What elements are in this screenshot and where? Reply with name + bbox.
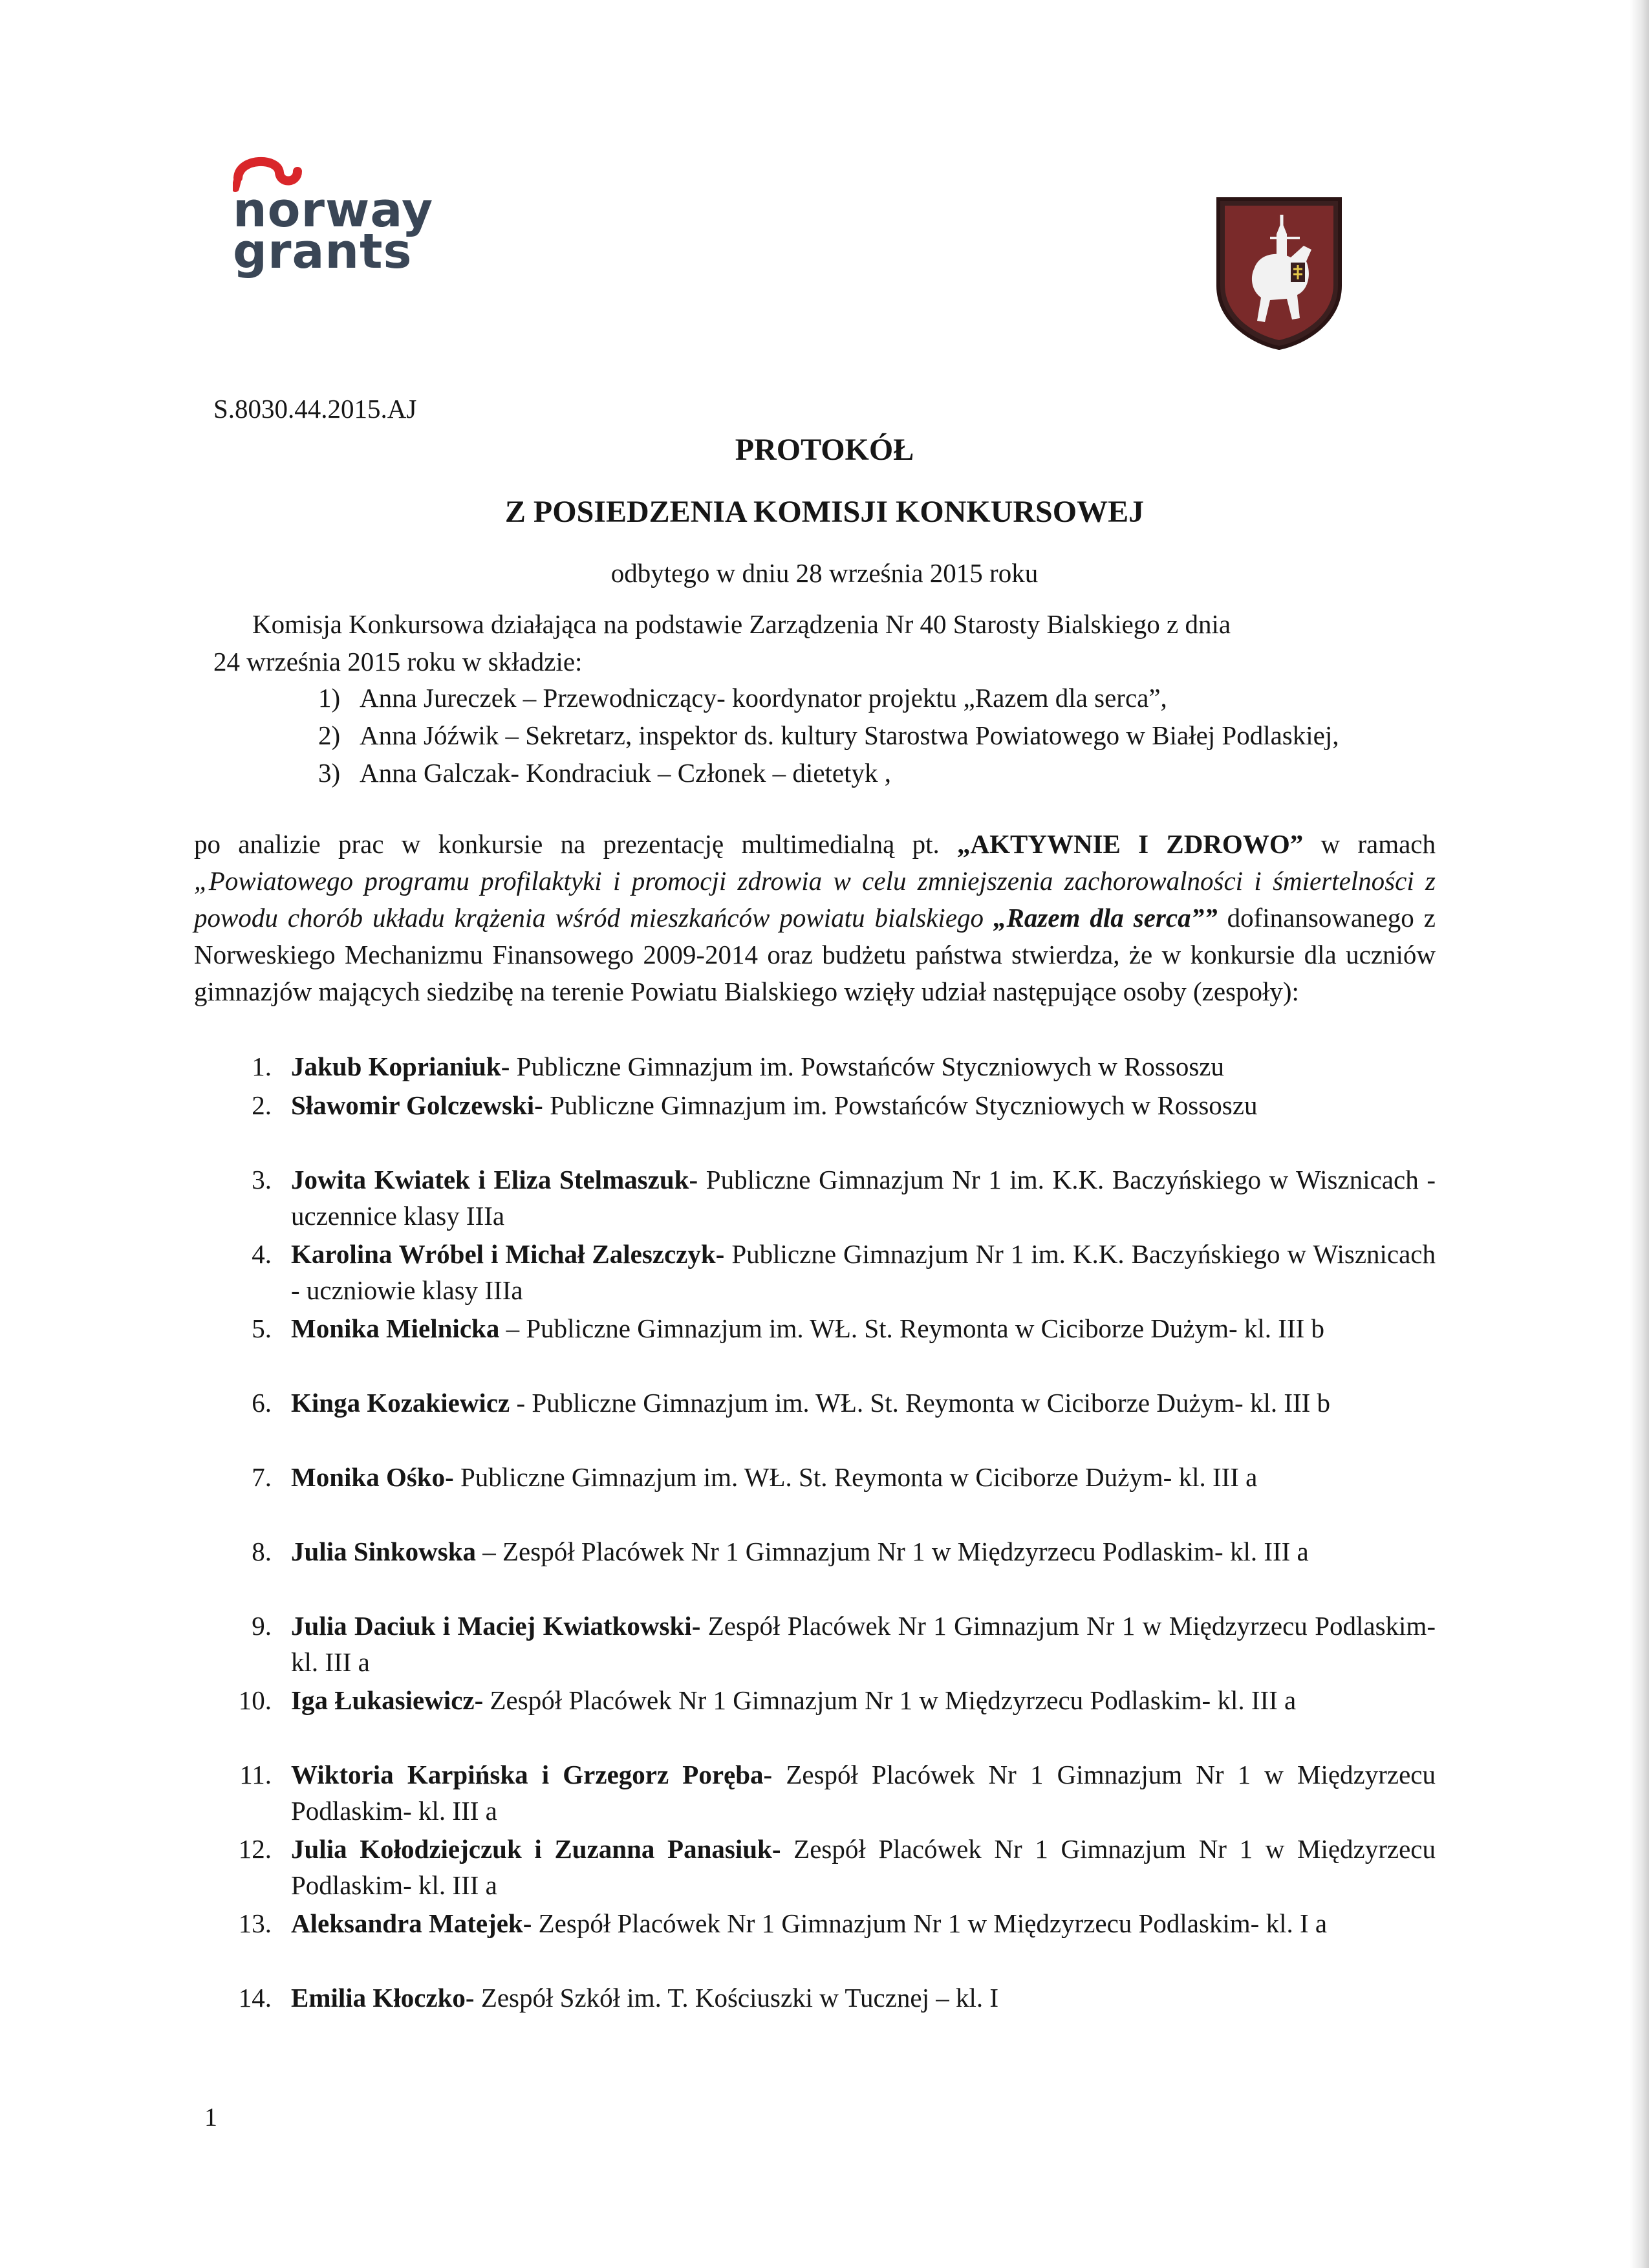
document-reference: S.8030.44.2015.AJ [213, 394, 417, 424]
committee-members-list [318, 679, 1436, 792]
intro-paragraph [213, 605, 1436, 680]
program-name: „Powiatowego programu profilaktyki i promocji zdrowia w celu zmniejszenia zachorowalności i śmiertelności z powodu chorób układu krążenia wśród mieszkańców powiatu bialskiego [194, 866, 1436, 933]
intro-line-1: Komisja Konkursowa działająca na podstawie Zarządzenia Nr 40 Starosty Bialskiego z dnia [252, 609, 1231, 639]
participant-entry: 11. Wiktoria Karpińska i Grzegorz Poręba- Zespół Placówek Nr 1 Gimnazjum Nr 1 w Międzyrzecu Podlaskim- kl. III a [239, 1760, 1436, 1826]
participant-entry: 2. Sławomir Golczewski- Publiczne Gimnazjum im. Powstańców Styczniowych w Rossoszu [252, 1090, 1258, 1120]
scan-edge-shadow [1630, 0, 1649, 2268]
document-subtitle: Z POSIEDZENIA KOMISJI KONKURSOWEJ [504, 495, 1145, 529]
committee-member: 1) Anna Jureczek – Przewodniczący- koordynator projektu „Razem dla serca”, [318, 683, 1167, 713]
intro-line-2: 24 września 2015 roku w składzie: [213, 647, 583, 676]
participant-entry: 5. Monika Mielnicka – Publiczne Gimnazjum im. WŁ. St. Reymonta w Ciciborze Dużym- kl. III b [252, 1313, 1325, 1343]
participant-entry: 14. Emilia Kłoczko- Zespół Szkół im. T. Kościuszki w Tucznej – kl. I [238, 1983, 999, 2013]
logo-line-2: grants [233, 224, 413, 279]
participant-entry: 3. Jowita Kwiatek i Eliza Stelmaszuk- Publiczne Gimnazjum Nr 1 im. K.K. Baczyńskiego w Wisznicach - uczennice klasy IIIa [252, 1165, 1436, 1231]
participants-list [226, 1048, 1436, 2018]
analysis-paragraph: po analizie prac w konkursie na prezentację multimedialną pt. „AKTYWNIE I ZDROWO” w ramach „Powiatowego programu profilaktyki i promocji zdrowia w celu zmniejszenia zachorowalności i śmiertelności z powodu chorób układu krążenia wśród mieszkańców powiatu bialskiego „Razem dla serca”” dofinansowanego z Norweskiego Mechanizmu Finansowego 2009-2014 oraz budżetu państwa stwierdza, że w konkursie dla uczniów gimnazjów mających siedzibę na terenie Powiatu Bialskiego wzięły udział następujące osoby (zespoły): [194, 829, 1436, 1006]
participant-entry: 12. Julia Kołodziejczuk i Zuzanna Panasiuk- Zespół Placówek Nr 1 Gimnazjum Nr 1 w Międzyrzecu Podlaskim- kl. III a [238, 1834, 1436, 1900]
committee-member: 2) Anna Jóźwik – Sekretarz, inspektor ds. kultury Starostwa Powiatowego w Białej Podlaskiej, [318, 720, 1339, 750]
participant-entry: 7. Monika Ośko- Publiczne Gimnazjum im. WŁ. St. Reymonta w Ciciborze Dużym- kl. III a [252, 1462, 1258, 1492]
participant-entry: 6. Kinga Kozakiewicz - Publiczne Gimnazjum im. WŁ. St. Reymonta w Ciciborze Dużym- kl. III b [252, 1388, 1331, 1418]
committee-member: 3) Anna Galczak- Kondraciuk – Członek – dietetyk , [318, 758, 892, 788]
participant-entry: 9. Julia Daciuk i Maciej Kwiatkowski- Zespół Placówek Nr 1 Gimnazjum Nr 1 w Międzyrzecu Podlaskim- kl. III a [252, 1611, 1436, 1677]
participant-entry: 10. Iga Łukasiewicz- Zespół Placówek Nr 1 Gimnazjum Nr 1 w Międzyrzecu Podlaskim- kl. III a [238, 1685, 1297, 1715]
page-number: 1 [204, 2102, 217, 2132]
logo-line-1: norway [233, 182, 434, 238]
project-name: „Razem dla serca”” [993, 903, 1218, 933]
meeting-date: odbytego w dniu 28 września 2015 roku [610, 558, 1039, 588]
norway-grants-logo [233, 152, 440, 281]
participant-entry: 8. Julia Sinkowska – Zespół Placówek Nr 1 Gimnazjum Nr 1 w Międzyrzecu Podlaskim- kl. III a [252, 1537, 1309, 1566]
coat-of-arms-icon [1214, 195, 1344, 351]
contest-title: „AKTYWNIE I ZDROWO” [957, 829, 1304, 859]
participant-entry: 4. Karolina Wróbel i Michał Zaleszczyk- Publiczne Gimnazjum Nr 1 im. K.K. Baczyńskiego w Wisznicach - uczniowie klasy IIIa [252, 1239, 1436, 1305]
participant-entry: 1. Jakub Koprianiuk- Publiczne Gimnazjum im. Powstańców Styczniowych w Rossoszu [252, 1052, 1224, 1081]
document-title: PROTOKÓŁ [735, 433, 914, 467]
participant-entry: 13. Aleksandra Matejek- Zespół Placówek Nr 1 Gimnazjum Nr 1 w Międzyrzecu Podlaskim- kl. I a [238, 1908, 1328, 1938]
